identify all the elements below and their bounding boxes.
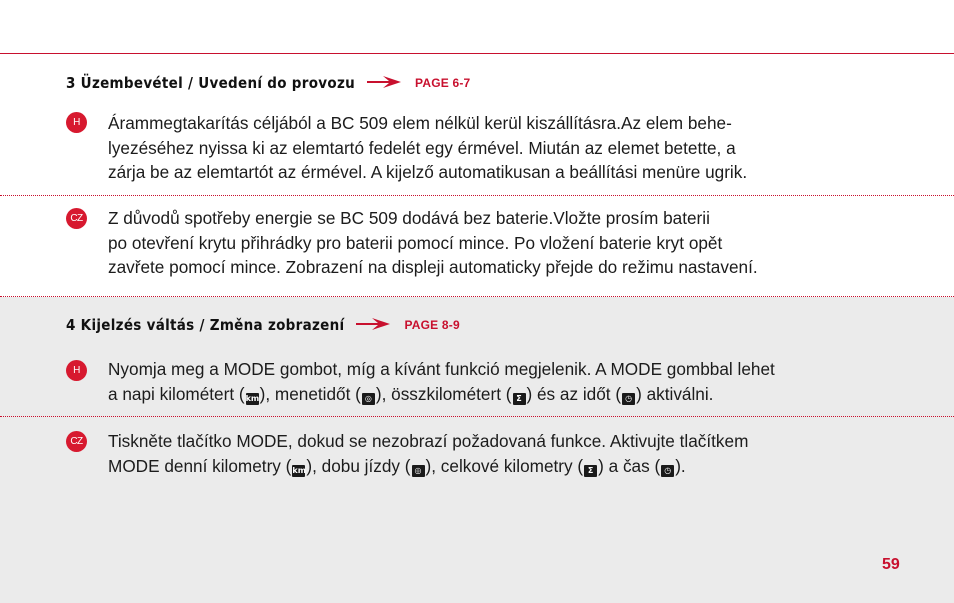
arrow-right-icon — [356, 316, 390, 334]
dotted-divider — [0, 296, 954, 297]
page-number: 59 — [882, 556, 900, 573]
trip-km-icon: km — [245, 393, 260, 403]
stopwatch-icon: ◎ — [362, 393, 375, 405]
stopwatch-icon: ◎ — [412, 465, 425, 477]
czech-badge: CZ — [66, 208, 87, 229]
sum-icon: Σ — [584, 465, 597, 477]
section-4-title: 4 Kijelzés váltás / Změna zobrazení — [66, 316, 345, 334]
dotted-divider — [0, 416, 954, 417]
dotted-divider — [0, 195, 954, 196]
section-4-page-ref: PAGE 8-9 — [404, 318, 460, 332]
section-4-czech-text: Tiskněte tlačítko MODE, dokud se nezobrazí požadovaná funkce. Aktivujte tlačítkem MODE denní kilometry (km), dobu jízdy ( ◎ ), celkové kilometry ( Σ ) a čas ( ◷ ). — [108, 431, 749, 476]
sum-icon: Σ — [513, 393, 526, 405]
section-4-hungarian-text: Nyomja meg a MODE gombot, míg a kívánt funkció megjelenik. A MODE gombbal lehet a napi kilométert (km), menetidőt ( ◎ ), összkilométert ( Σ ) és az időt ( ◷ ) aktiválni. — [108, 359, 775, 404]
clock-icon: ◷ — [622, 393, 635, 405]
arrow-right-icon — [367, 74, 401, 92]
clock-icon: ◷ — [661, 465, 674, 477]
section-3-title: 3 Üzembevétel / Uvedení do provozu — [66, 74, 356, 92]
section-3-hungarian-text: Árammegtakarítás céljából a BC 509 elem nélkül kerül kiszállításra.Az elem behe- lyezéséhez nyissa ki az elemtartó fedelét egy érmével. Miután az elemet betette, a zárja be az elemtartót az érmével. A kijelző automatikusan a beállítási menüre ugrik. — [108, 113, 748, 182]
section-3-heading — [66, 74, 470, 92]
trip-km-icon: km — [292, 465, 307, 475]
czech-badge: CZ — [66, 431, 87, 452]
section-4-heading — [66, 316, 460, 334]
section-3-czech-text: Z důvodů spotřeby energie se BC 509 dodává bez baterie.Vložte prosím baterii po otevření krytu přihrádky pro baterii pomocí mince. Po vložení baterie kryt opět zavřete pomocí mince. Zobrazení na displeji automaticky přejde do režimu nastavení. — [108, 208, 758, 277]
hungarian-badge: H — [66, 112, 87, 133]
section-3-page-ref: PAGE 6-7 — [415, 76, 471, 90]
hungarian-badge: H — [66, 360, 87, 381]
